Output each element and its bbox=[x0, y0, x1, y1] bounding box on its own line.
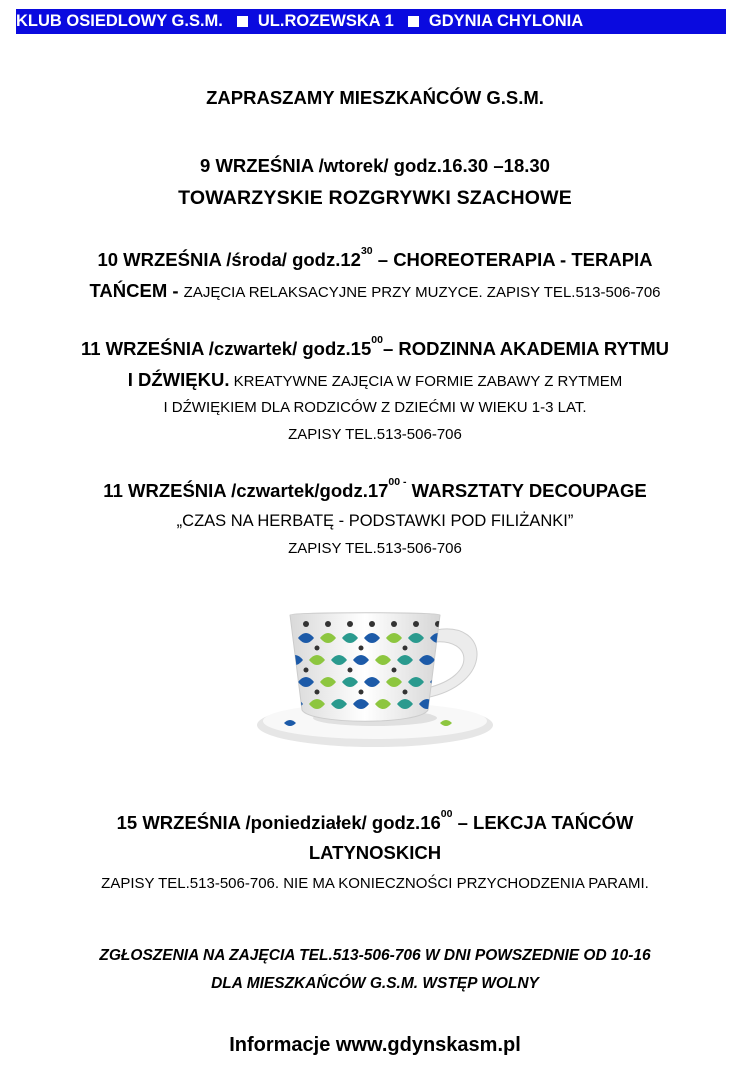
event3-title-a: – RODZINNA AKADEMIA RYTMU bbox=[382, 338, 669, 359]
event5-desc: ZAPISY TEL.513-506-706. NIE MA KONIECZNOŚCI PRZYCHODZENIA PARAMI. bbox=[101, 875, 649, 892]
square-bullet-icon bbox=[237, 16, 248, 27]
event2-time-sup: 30 bbox=[360, 245, 373, 257]
event3-line2 bbox=[0, 369, 750, 391]
event4-subtitle: „CZAS NA HERBATĘ - PODSTAWKI POD FILIŻANKI” bbox=[176, 512, 574, 530]
event4-date: 11 WRZEŚNIA /czwartek/godz.17 bbox=[103, 480, 389, 501]
event5-line1 bbox=[0, 808, 750, 834]
header-city: GDYNIA CHYLONIA bbox=[428, 12, 584, 30]
event3-desc1: KREATYWNE ZAJĘCIA W FORMIE ZABAWY Z RYTMEM bbox=[229, 373, 623, 390]
event2-date: 10 WRZEŚNIA /środa/ godz.12 bbox=[97, 249, 361, 270]
header-address: UL.ROZEWSKA 1 bbox=[257, 12, 394, 30]
event4-time-sup: 00 - bbox=[388, 476, 407, 488]
event2-line1 bbox=[0, 245, 750, 271]
event3-desc2: I DŹWIĘKIEM DLA RODZICÓW Z DZIEĆMI W WIEKU 1-3 LAT. bbox=[163, 399, 587, 416]
header-club-name: KLUB OSIEDLOWY G.S.M. bbox=[16, 12, 223, 30]
event1-date: 9 WRZEŚNIA /wtorek/ godz.16.30 –18.30 bbox=[200, 155, 550, 176]
invite-heading: ZAPRASZAMY MIESZKAŃCÓW G.S.M. bbox=[206, 87, 544, 108]
header-banner bbox=[16, 9, 726, 34]
event3-title-b: I DŹWIĘKU. bbox=[127, 369, 230, 390]
notice-line2: DLA MIESZKAŃCÓW G.S.M. WSTĘP WOLNY bbox=[211, 975, 539, 992]
event2-line2 bbox=[0, 280, 750, 302]
notice-line1: ZGŁOSZENIA NA ZAJĘCIA TEL.513-506-706 W DNI POWSZEDNIE OD 10-16 bbox=[99, 947, 651, 964]
teacup-illustration bbox=[250, 590, 500, 780]
event3-date: 11 WRZEŚNIA /czwartek/ godz.15 bbox=[80, 338, 372, 359]
event5-date: 15 WRZEŚNIA /poniedziałek/ godz.16 bbox=[116, 812, 441, 833]
info-website[interactable]: Informacje www.gdynskasm.pl bbox=[229, 1034, 521, 1056]
event3-signup: ZAPISY TEL.513-506-706 bbox=[288, 426, 462, 443]
event2-title-b: TAŃCEM - bbox=[89, 280, 184, 301]
event3-time-sup: 00 bbox=[371, 334, 383, 346]
event3-line1 bbox=[0, 334, 750, 360]
event5-title-b: LATYNOSKICH bbox=[308, 842, 442, 863]
event2-desc: ZAJĘCIA RELAKSACYJNE PRZY MUZYCE. ZAPISY TEL.513-506-706 bbox=[183, 284, 661, 301]
event4-title: WARSZTATY DECOUPAGE bbox=[406, 480, 647, 501]
event2-title-a: – CHOREOTERAPIA - TERAPIA bbox=[372, 249, 653, 270]
square-bullet-icon bbox=[408, 16, 419, 27]
event1-title: TOWARZYSKIE ROZGRYWKI SZACHOWE bbox=[178, 187, 572, 209]
event5-time-sup: 00 bbox=[440, 808, 453, 820]
event4-line1 bbox=[0, 476, 750, 502]
event4-signup: ZAPISY TEL.513-506-706 bbox=[288, 540, 462, 557]
event5-title-a: – LEKCJA TAŃCÓW bbox=[452, 812, 634, 833]
